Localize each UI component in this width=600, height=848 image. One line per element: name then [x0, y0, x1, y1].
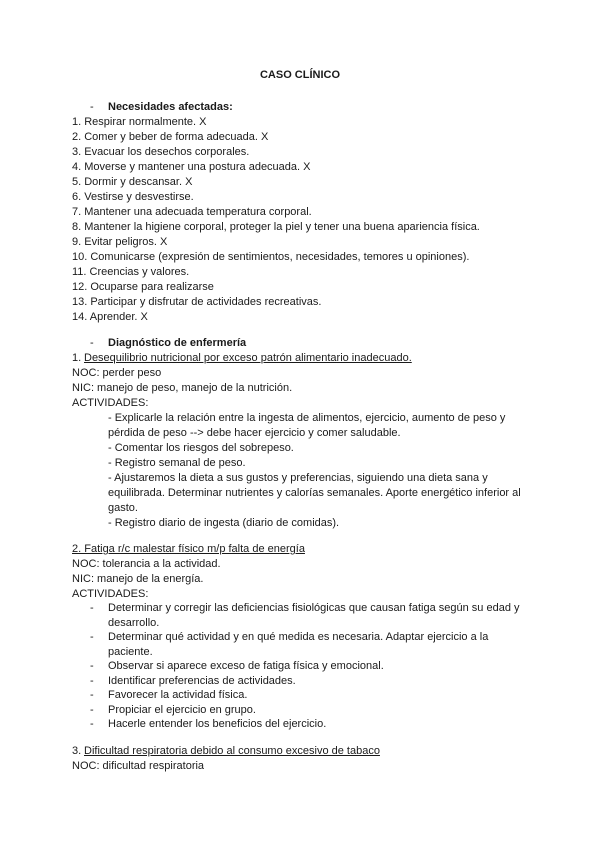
- dash-bullet: -: [90, 675, 94, 687]
- list-item: 9. Evitar peligros. X: [72, 236, 168, 248]
- document-title: CASO CLÍNICO: [259, 69, 341, 81]
- diagnosis-3-noc: NOC: dificultad respiratoria: [72, 760, 205, 772]
- activity-line: - Explicarle la relación entre la ingesta de alimentos, ejercicio, aumento de peso y: [108, 412, 506, 424]
- diagnosis-2-noc: NOC: tolerancia a la actividad.: [72, 558, 221, 570]
- activity-line: Favorecer la actividad física.: [108, 689, 248, 701]
- list-item: 14. Aprender. X: [72, 311, 148, 323]
- dash-bullet: -: [90, 631, 94, 643]
- list-item: 11. Creencias y valores.: [72, 266, 190, 278]
- diagnosis-2-nic: NIC: manejo de la energía.: [72, 573, 204, 585]
- list-item: 1. Respirar normalmente. X: [72, 116, 207, 128]
- list-item: 4. Moverse y mantener una postura adecuada. X: [72, 161, 311, 173]
- list-item: 2. Comer y beber de forma adecuada. X: [72, 131, 269, 143]
- list-item: 10. Comunicarse (expresión de sentimientos, necesidades, temores u opiniones).: [72, 251, 470, 263]
- activity-line: pérdida de peso --> debe hacer ejercicio y comer saludable.: [108, 427, 401, 439]
- dash-bullet: -: [90, 704, 94, 716]
- section1-heading: Necesidades afectadas:: [108, 101, 233, 113]
- diagnosis-1-title: Desequilibrio nutricional por exceso patrón alimentario inadecuado.: [84, 352, 412, 364]
- section2-heading: Diagnóstico de enfermería: [108, 337, 247, 349]
- diagnosis-1-noc: NOC: perder peso: [72, 367, 162, 379]
- activity-line: gasto.: [108, 502, 138, 514]
- list-item: 7. Mantener una adecuada temperatura corporal.: [72, 206, 312, 218]
- dash-bullet: -: [90, 689, 94, 701]
- activity-line: - Registro diario de ingesta (diario de comidas).: [108, 517, 340, 529]
- list-item: 8. Mantener la higiene corporal, proteger la piel y tener una buena apariencia física.: [72, 221, 480, 233]
- activity-line: equilibrada. Determinar nutrientes y calorías semanales. Aporte energético inferior al: [108, 487, 521, 499]
- activity-line: - Ajustaremos la dieta a sus gustos y preferencias, siguiendo una dieta sana y: [108, 472, 488, 484]
- dash-bullet: -: [90, 660, 94, 672]
- section2-bullet: -: [90, 337, 94, 349]
- diagnosis-2-actividades: ACTIVIDADES:: [72, 588, 149, 600]
- diagnosis-1-nic: NIC: manejo de peso, manejo de la nutrición.: [72, 382, 293, 394]
- list-item: 3. Evacuar los desechos corporales.: [72, 146, 250, 158]
- activity-line: Identificar preferencias de actividades.: [108, 675, 296, 687]
- diagnosis-3-title: Dificultad respiratoria debido al consumo excesivo de tabaco: [84, 745, 380, 757]
- list-item: 13. Participar y disfrutar de actividades recreativas.: [72, 296, 322, 308]
- activity-line: Determinar qué actividad y en qué medida es necesaria. Adaptar ejercicio a la: [108, 631, 489, 643]
- dash-bullet: -: [90, 602, 94, 614]
- activity-line: desarrollo.: [108, 617, 160, 629]
- list-item: 12. Ocuparse para realizarse: [72, 281, 214, 293]
- diagnosis-3-number: 3.: [72, 745, 82, 757]
- section1-bullet: -: [90, 101, 94, 113]
- list-item: 6. Vestirse y desvestirse.: [72, 191, 194, 203]
- activity-line: paciente.: [108, 646, 153, 658]
- activity-line: - Registro semanal de peso.: [108, 457, 246, 469]
- diagnosis-1-number: 1.: [72, 352, 82, 364]
- activity-line: Observar si aparece exceso de fatiga física y emocional.: [108, 660, 384, 672]
- activity-line: Propiciar el ejercicio en grupo.: [108, 704, 256, 716]
- dash-bullet: -: [90, 718, 94, 730]
- diagnosis-2-title: 2. Fatiga r/c malestar físico m/p falta de energía: [72, 543, 305, 555]
- activity-line: - Comentar los riesgos del sobrepeso.: [108, 442, 294, 454]
- list-item: 5. Dormir y descansar. X: [72, 176, 193, 188]
- activity-line: Hacerle entender los beneficios del ejercicio.: [108, 718, 327, 730]
- activity-line: Determinar y corregir las deficiencias fisiológicas que causan fatiga según su edad y: [108, 602, 520, 614]
- diagnosis-1-actividades: ACTIVIDADES:: [72, 397, 149, 409]
